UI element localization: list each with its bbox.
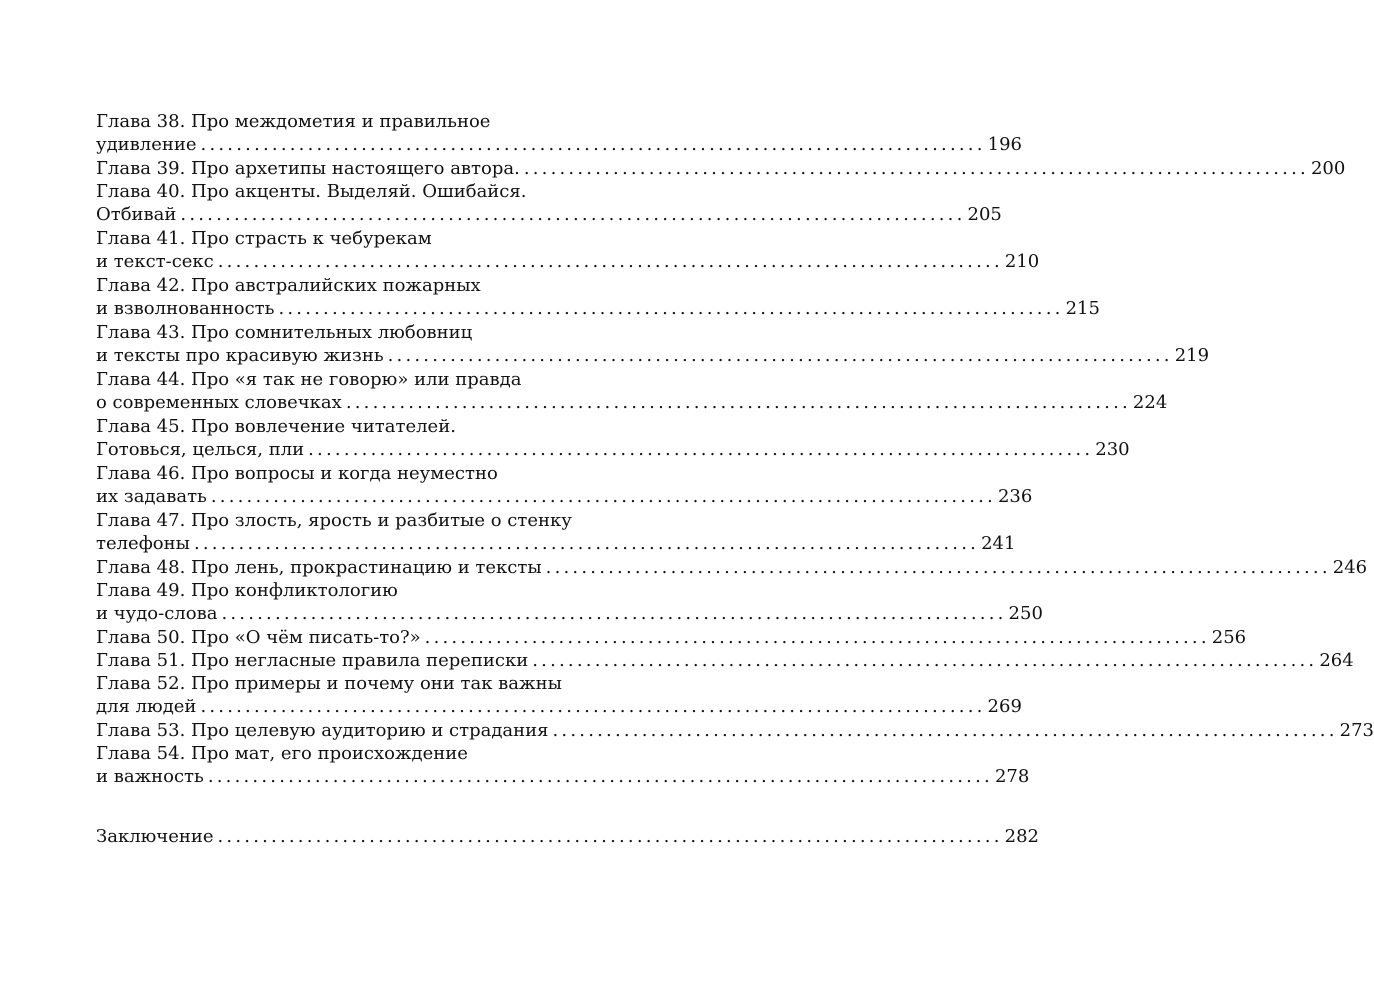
toc-page-number: 269: [987, 696, 1022, 717]
toc-entry-title: Глава 39. Про архетипы настоящего автора.: [96, 158, 520, 179]
leader-dots: ........................................................................................: [221, 603, 1007, 624]
toc-entry-42[interactable]: [96, 274, 1100, 321]
leader-dots: ........................................................................................: [345, 392, 1131, 413]
toc-entry-title-cont: и тексты про красивую жизнь: [96, 345, 384, 366]
toc-entry-title: Глава 43. Про сомнительных любовниц: [96, 322, 473, 343]
toc-page-number: 246: [1332, 557, 1368, 578]
toc-page-number: 224: [1132, 392, 1168, 413]
toc-entry-title: Глава 50. Про «О чём писать-то?»: [96, 627, 421, 648]
toc-entry-40[interactable]: [96, 180, 1002, 227]
leader-dots: ........................................................................................: [200, 134, 986, 155]
toc-entry-title: Глава 46. Про вопросы и когда неуместно: [96, 463, 498, 484]
toc-entry-43[interactable]: [96, 321, 1210, 368]
toc-page-number: 273: [1339, 720, 1374, 741]
leader-dots: ........................................................................................: [210, 486, 996, 507]
toc-entry-39[interactable]: [96, 157, 1346, 180]
leader-dots: ........................................................................................: [217, 826, 1003, 847]
toc-entry-50[interactable]: [96, 626, 1247, 649]
toc-entry-title-cont: для людей: [96, 696, 197, 717]
table-of-contents: [96, 110, 1374, 848]
toc-entry-44[interactable]: [96, 368, 1168, 415]
toc-page-number: 219: [1174, 345, 1210, 366]
toc-entry-48[interactable]: [96, 556, 1368, 579]
toc-entry-conclusion[interactable]: [96, 825, 1039, 848]
leader-dots: ........................................................................................: [545, 557, 1331, 578]
leader-dots: ........................................................................................: [278, 298, 1064, 319]
toc-entry-41[interactable]: [96, 227, 1040, 274]
toc-page-number: 241: [981, 533, 1016, 554]
leader-dots: ........................................................................................: [523, 158, 1309, 179]
toc-page-number: 200: [1310, 158, 1346, 179]
toc-page-number: 210: [1004, 251, 1040, 272]
toc-entry-title: Глава 44. Про «я так не говорю» или правда: [96, 369, 522, 390]
toc-page-number: 278: [994, 766, 1030, 787]
toc-entry-title-cont: и текст-секс: [96, 251, 214, 272]
toc-entry-title-cont: Готовься, целься, пли: [96, 439, 305, 460]
toc-page-number: 282: [1004, 826, 1039, 847]
toc-entry-38[interactable]: [96, 110, 1023, 157]
leader-dots: ........................................................................................: [387, 345, 1173, 366]
toc-page-number: 215: [1065, 298, 1100, 319]
toc-entry-title: Глава 45. Про вовлечение читателей.: [96, 416, 456, 437]
toc-entry-52[interactable]: [96, 672, 1022, 719]
toc-entry-title-cont: их задавать: [96, 486, 207, 507]
toc-entry-title: Глава 41. Про страсть к чебурекам: [96, 228, 432, 249]
toc-entry-title: Глава 42. Про австралийских пожарных: [96, 275, 481, 296]
toc-entry-title-cont: телефоны: [96, 533, 190, 554]
toc-page-number: 250: [1008, 603, 1043, 624]
toc-entry-title: Заключение: [96, 826, 214, 847]
leader-dots: ........................................................................................: [207, 766, 993, 787]
toc-entry-49[interactable]: [96, 579, 1043, 626]
leader-dots: ........................................................................................: [532, 650, 1318, 671]
leader-dots: ........................................................................................: [308, 439, 1094, 460]
toc-entry-title: Глава 38. Про междометия и правильное: [96, 111, 491, 132]
toc-entry-title-cont: Отбивай: [96, 204, 177, 225]
toc-entry-title: Глава 51. Про негласные правила переписки: [96, 650, 529, 671]
toc-entry-51[interactable]: [96, 649, 1354, 672]
toc-entry-title-cont: и важность: [96, 766, 204, 787]
toc-page-number: 230: [1095, 439, 1130, 460]
leader-dots: ........................................................................................: [217, 251, 1003, 272]
toc-entry-title-cont: и взволнованность: [96, 298, 275, 319]
leader-dots: ........................................................................................: [424, 627, 1210, 648]
toc-entry-title: Глава 53. Про целевую аудиторию и страдания: [96, 720, 549, 741]
toc-entry-title-cont: о современных словечках: [96, 392, 342, 413]
leader-dots: ........................................................................................: [552, 720, 1338, 741]
toc-entry-title-cont: удивление: [96, 134, 197, 155]
leader-dots: ........................................................................................: [200, 696, 986, 717]
toc-entry-45[interactable]: [96, 415, 1130, 462]
toc-entry-46[interactable]: [96, 462, 1033, 509]
toc-entry-title: Глава 40. Про акценты. Выделяй. Ошибайся.: [96, 181, 527, 202]
toc-entry-title: Глава 48. Про лень, прокрастинацию и тексты: [96, 557, 542, 578]
leader-dots: ........................................................................................: [193, 533, 980, 554]
toc-entry-title: Глава 49. Про конфликтологию: [96, 580, 398, 601]
toc-entry-54[interactable]: [96, 742, 1030, 789]
toc-entry-title: Глава 54. Про мат, его происхождение: [96, 743, 468, 764]
toc-entry-title-cont: и чудо-слова: [96, 603, 218, 624]
toc-page-number: 236: [997, 486, 1033, 507]
toc-page-number: 196: [987, 134, 1023, 155]
toc-entry-title: Глава 52. Про примеры и почему они так важны: [96, 673, 562, 694]
spacer: [96, 789, 689, 825]
leader-dots: ........................................................................................: [180, 204, 966, 225]
toc-entry-47[interactable]: [96, 509, 1016, 556]
toc-entry-title: Глава 47. Про злость, ярость и разбитые о стенку: [96, 510, 572, 531]
toc-page-number: 264: [1319, 650, 1354, 671]
toc-page-number: 205: [967, 204, 1002, 225]
toc-page-number: 256: [1211, 627, 1247, 648]
toc-entry-53[interactable]: [96, 719, 1374, 742]
